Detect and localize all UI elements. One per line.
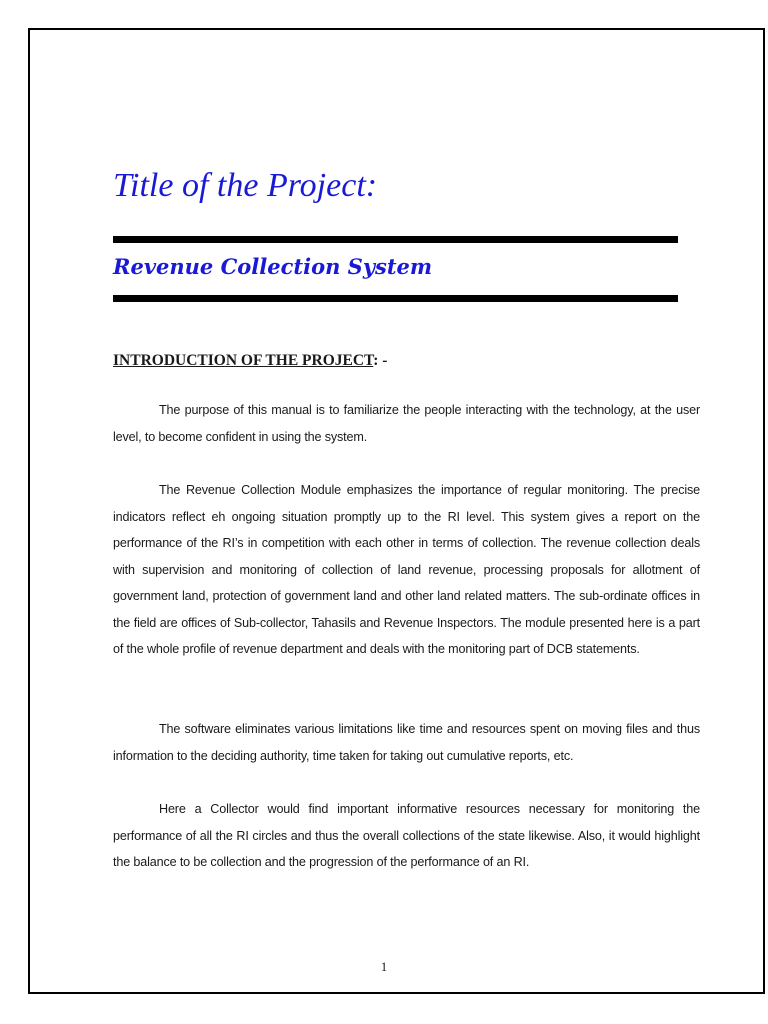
intro-paragraph-collector: Here a Collector would find important informative resources necessary for monitoring the performance of all the RI circles and thus the overall collections of the state likewise. Also, it would highlight the balance to be collection and the progression of the performance of an RI.: [113, 802, 700, 869]
intro-paragraph-purpose: The purpose of this manual is to familiarize the people interacting with the technology, at the user level, to become confident in using the system.: [113, 403, 700, 444]
page-number: 1: [380, 959, 388, 974]
project-subtitle: Revenue Collection System: [113, 254, 433, 279]
intro-paragraph-module: The Revenue Collection Module emphasizes the importance of regular monitoring. The precise indicators reflect eh ongoing situation promptly up to the RI level. This system gives a report on the performance of the RI’s in competition with each other in terms of collection. The revenue collection deals with supervision and monitoring of collection of land revenue, processing proposals for allotment of government land, protection of government land and other land related matters. The sub-ordinate offices in the field are offices of Sub-collector, Tahasils and Revenue Inspectors. The module presented here is a part of the whole profile of revenue department and deals with the monitoring part of DCB statements.: [113, 483, 700, 656]
section-heading: [113, 351, 387, 371]
title-rule-bottom: [113, 295, 678, 302]
title-rule-top: [113, 236, 678, 243]
intro-paragraph-software: The software eliminates various limitations like time and resources spent on moving files and thus information to the deciding authority, time taken for taking out cumulative reports, etc.: [113, 722, 700, 763]
project-title: Title of the Project:: [113, 167, 378, 204]
section-heading-text: INTRODUCTION OF THE PROJECT: [113, 352, 374, 369]
section-heading-suffix: : -: [373, 352, 388, 369]
